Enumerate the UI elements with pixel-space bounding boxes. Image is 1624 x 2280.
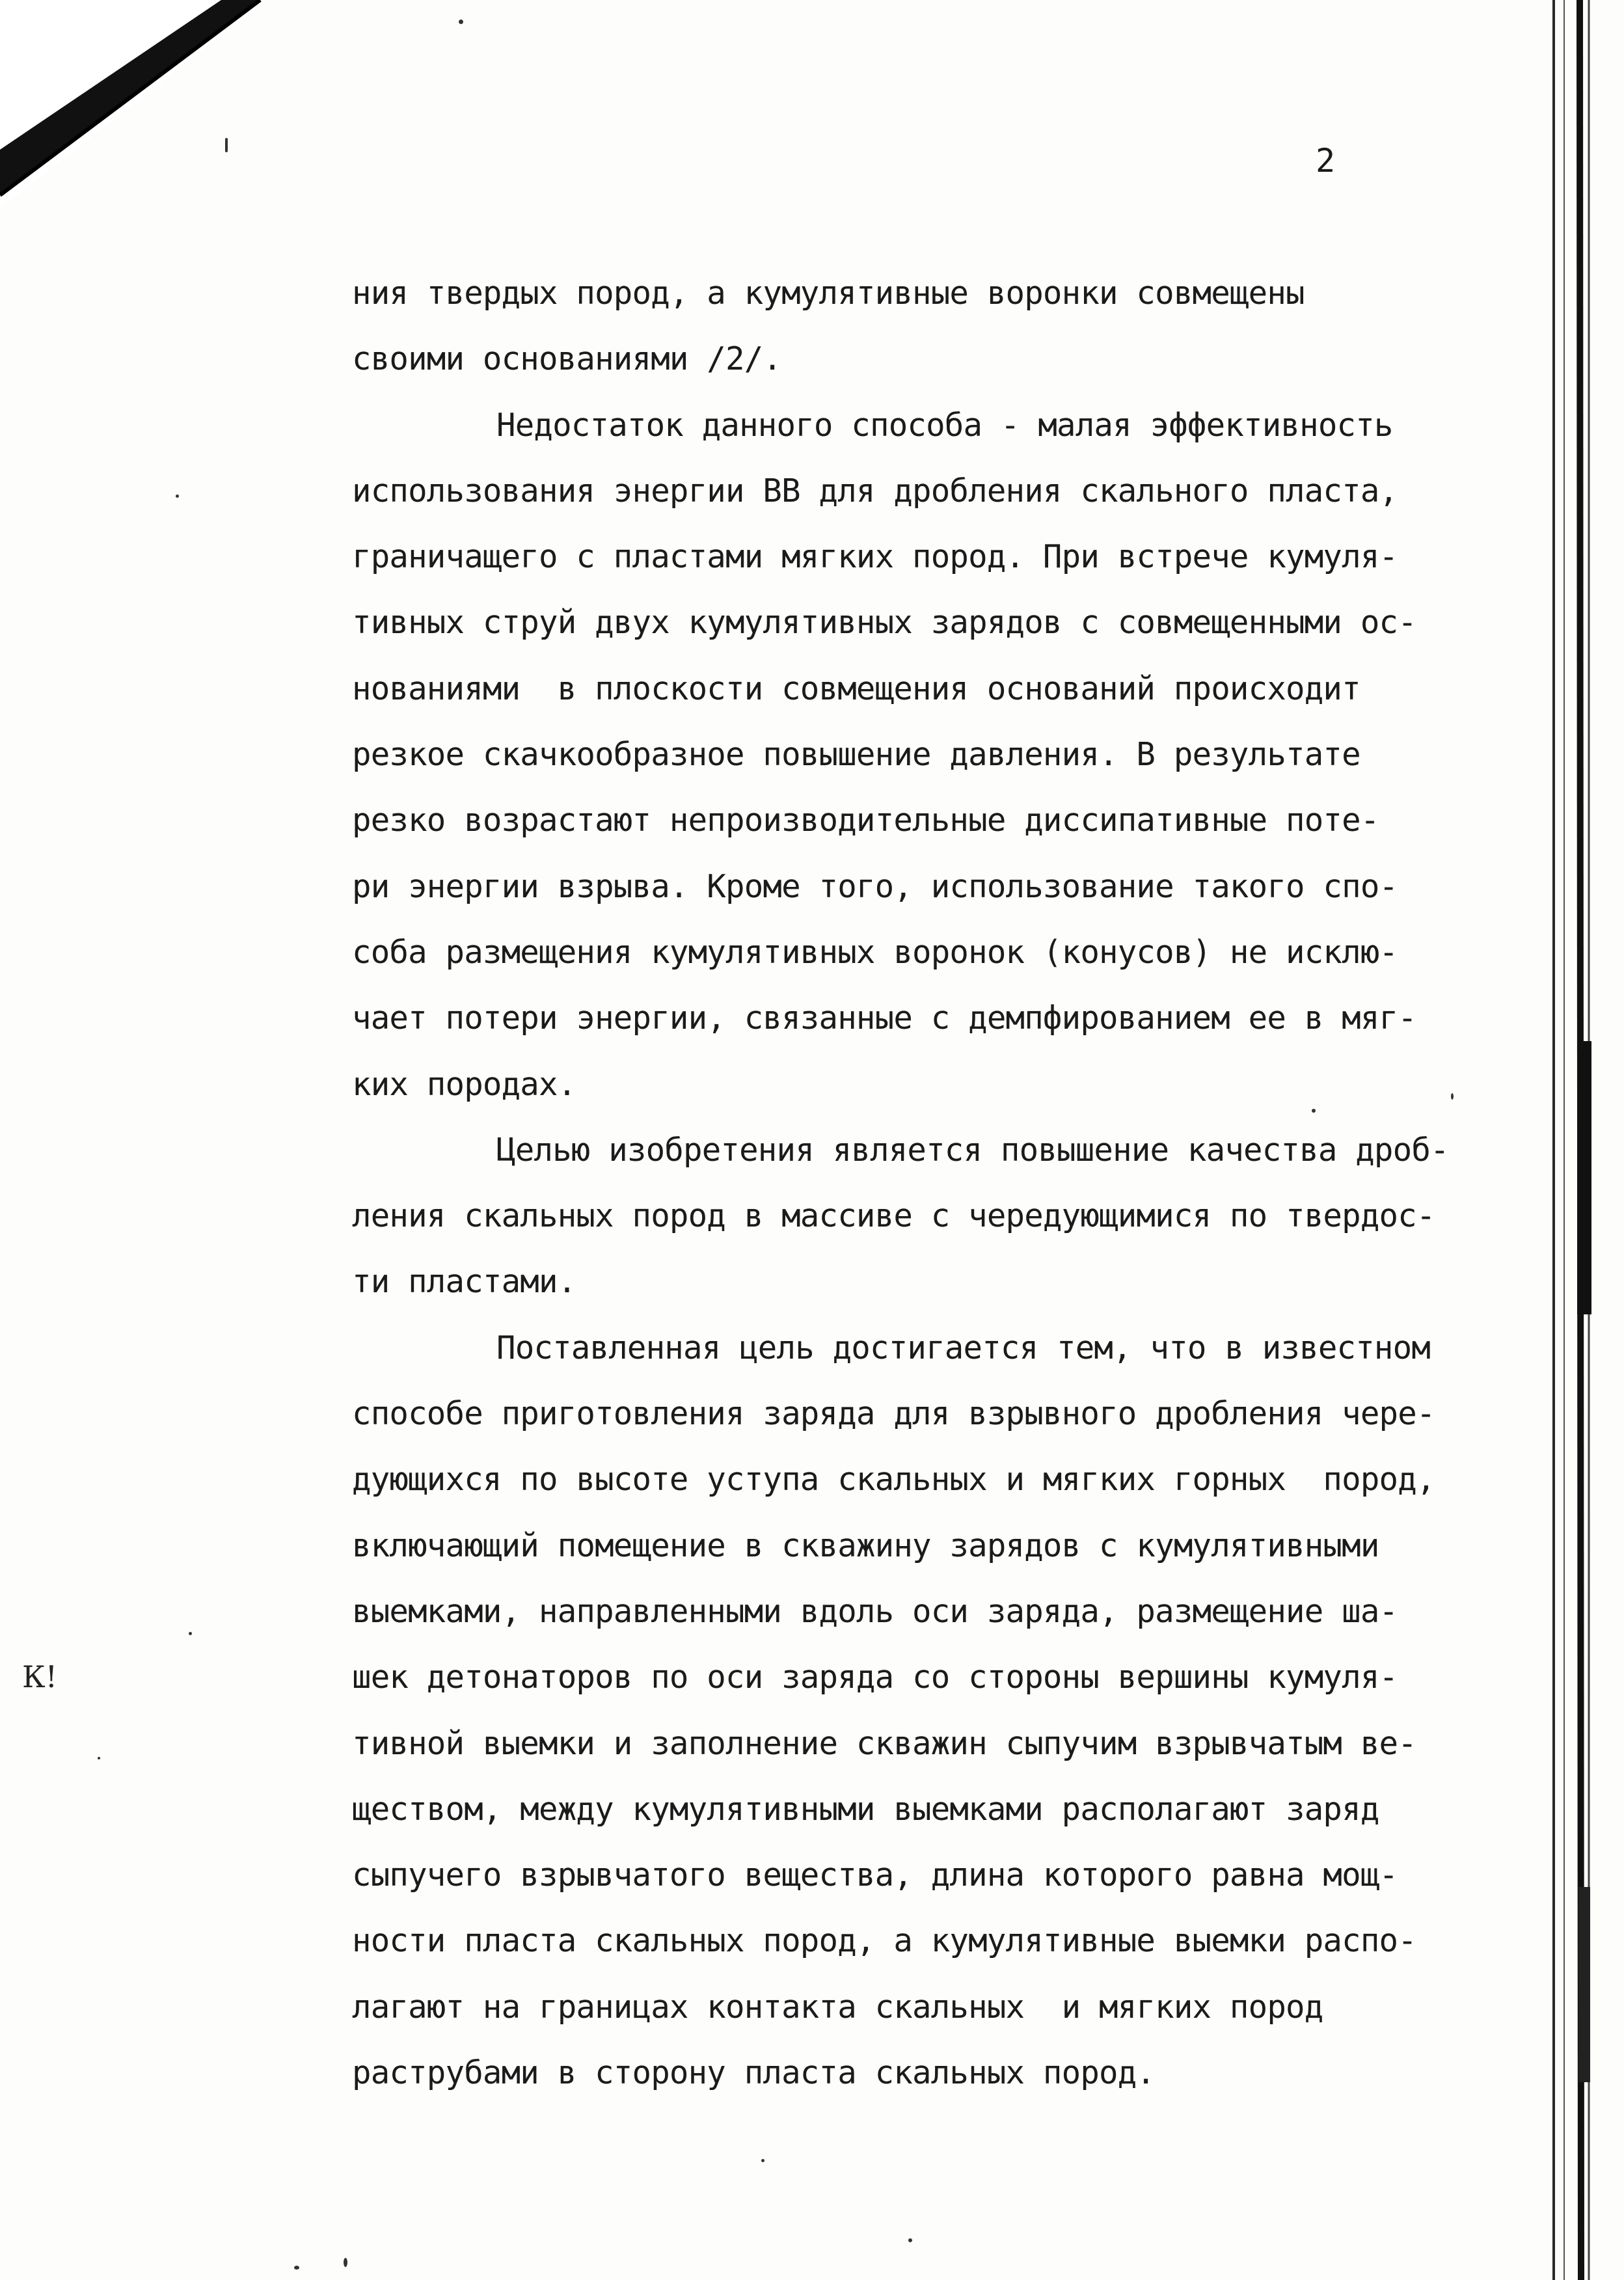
text-line: ления скальных пород в массиве с чередующимися по твердос- — [352, 1197, 1435, 1235]
text-line: лагают на границах контакта скальных и мягких пород — [352, 1988, 1323, 2026]
paragraph-start: Недостаток данного способа - малая эффективность — [496, 406, 1393, 444]
scan-speck — [225, 138, 228, 152]
text-line: сыпучего взрывчатого вещества, длина которого равна мощ- — [352, 1856, 1398, 1894]
scan-speck — [761, 2159, 765, 2162]
paragraph-start: Поставленная цель достигается тем, что в известном — [496, 1329, 1431, 1366]
text-line: соба размещения кумулятивных воронок (конусов) не исклю- — [352, 933, 1398, 971]
scan-speck — [294, 2266, 299, 2270]
scan-speck — [98, 1757, 100, 1759]
scan-speck — [459, 20, 463, 24]
text-line: ти пластами. — [352, 1263, 576, 1301]
scan-speck — [189, 1632, 192, 1635]
text-line: ществом, между кумулятивными выемками располагают заряд — [352, 1790, 1379, 1828]
text-line: тивной выемки и заполнение скважин сыпучим взрывчатым ве- — [352, 1724, 1416, 1762]
text-line: ких породах. — [352, 1065, 576, 1103]
text-line: нованиями в плоскости совмещения оснований происходит — [352, 670, 1360, 707]
scan-speck — [1312, 1109, 1316, 1113]
text-line: чает потери энергии, связанные с демпфированием ее в мяг- — [352, 999, 1416, 1037]
text-line: выемками, направленными вдоль оси заряда, размещение ша- — [352, 1592, 1398, 1630]
scan-right-edge — [1539, 0, 1624, 2280]
scan-speck — [1451, 1093, 1454, 1100]
margin-mark: К! — [22, 1659, 58, 1694]
text-line: включающий помещение в скважину зарядов с кумулятивными — [352, 1527, 1379, 1564]
text-line: ности пласта скальных пород, а кумулятивные выемки распо- — [352, 1922, 1416, 1960]
text-line: граничащего с пластами мягких пород. При встрече кумуля- — [352, 538, 1398, 576]
text-line: ри энергии взрыва. Кроме того, использование такого спо- — [352, 867, 1398, 905]
text-line: резкое скачкообразное повышение давления. В результате — [352, 736, 1360, 774]
paragraph-start: Целью изобретения является повышение качества дроб- — [496, 1131, 1449, 1169]
scan-speck — [908, 2238, 912, 2242]
text-line: использования энергии ВВ для дробления скального пласта, — [352, 472, 1398, 509]
text-line: способе приготовления заряда для взрывного дробления чере- — [352, 1395, 1435, 1433]
document-body — [352, 260, 1523, 2106]
text-line: своими основаниями /2/. — [352, 340, 782, 378]
scan-speck — [344, 2258, 347, 2267]
text-line: тивных струй двух кумулятивных зарядов с совмещенными ос- — [352, 604, 1416, 642]
text-line: ния твердых пород, а кумулятивные воронки совмещены — [352, 275, 1305, 312]
text-line: резко возрастают непроизводительные диссипативные поте- — [352, 802, 1379, 839]
text-line: раструбами в сторону пласта скальных пород. — [352, 2054, 1156, 2092]
scan-speck — [176, 495, 179, 498]
text-line: дующихся по высоте уступа скальных и мягких горных пород, — [352, 1461, 1435, 1499]
text-line: шек детонаторов по оси заряда со стороны вершины кумуля- — [352, 1659, 1398, 1696]
page-number: 2 — [1316, 142, 1336, 180]
scan-corner-fold — [0, 0, 273, 215]
